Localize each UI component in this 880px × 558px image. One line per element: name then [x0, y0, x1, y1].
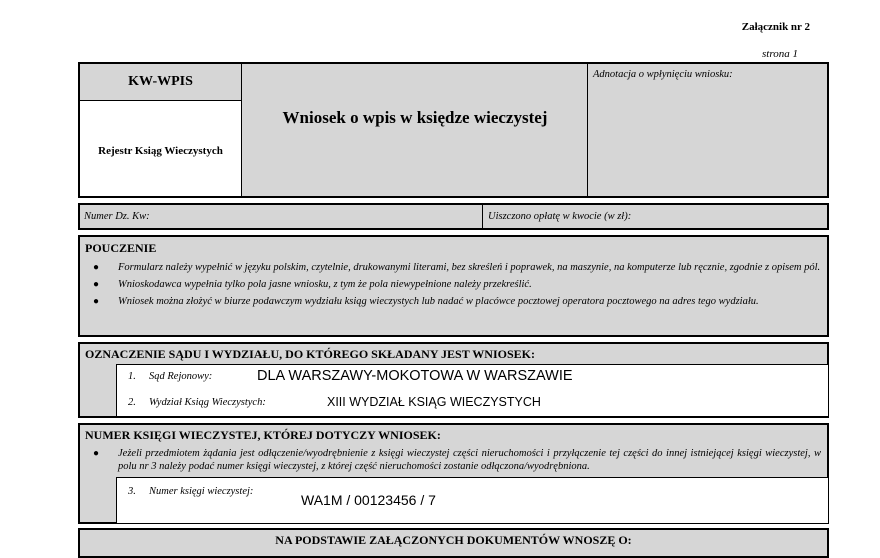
dz-kw-label: Numer Dz. Kw: [84, 211, 150, 222]
header-block [78, 62, 829, 198]
book-row-3 [116, 477, 828, 523]
instruction-list [80, 261, 827, 308]
instruction-heading: POUCZENIE [85, 241, 157, 255]
annotation-label: Adnotacja o wpłynięciu wniosku: [593, 69, 733, 80]
instruction-text: Formularz należy wypełnić w języku polskim, czytelnie, drukowanymi literami, bez skreśleń i poprawek, na maszynie, na komputerze lub ręcznie, zgodnie z opisem pól. [118, 262, 821, 273]
instruction-bullet [80, 261, 827, 274]
court-row-2-label: Wydział Ksiąg Wieczystych: [149, 397, 266, 408]
numbers-row-divider [482, 205, 483, 228]
instruction-bullet [80, 278, 827, 291]
district-court-field[interactable]: DLA WARSZAWY-MOKOTOWA W WARSZAWIE [257, 368, 573, 384]
attachment-label: Załącznik nr 2 [741, 21, 810, 33]
instruction-bullet [80, 295, 827, 308]
fee-label: Uiszczono opłatę w kwocie (w zł): [488, 211, 632, 222]
book-section [78, 423, 829, 524]
registry-label: Rejestr Ksiąg Wieczystych [98, 145, 223, 157]
land-registry-division-field[interactable]: XIII WYDZIAŁ KSIĄG WIECZYSTYCH [327, 395, 541, 409]
request-heading: NA PODSTAWIE ZAŁĄCZONYCH DOKUMENTÓW WNOSZĘ O: [275, 533, 632, 547]
page-number: strona 1 [762, 48, 798, 60]
court-row-1 [116, 364, 828, 392]
request-section [78, 528, 829, 558]
land-register-number-field[interactable]: WA1M / 00123456 / 7 [301, 492, 436, 508]
book-bullet-list [80, 447, 827, 473]
court-row-1-label: Sąd Rejonowy: [149, 371, 213, 382]
court-row-2-num: 2. [128, 397, 136, 408]
instruction-text: Wnioskodawca wypełnia tylko pola jasne wniosku, z tym że pola niewypełnione należy przekreślić. [118, 279, 532, 290]
book-bullet-text: Jeżeli przedmiotem żądania jest odłączenie/wyodrębnienie z księgi wieczystej części nieruchomości i przyłączenie tej części do innej istniejącej księgi wieczystej, w polu nr 3 należy podać numer księgi wieczystej, z której część nieruchomości zostanie odłączona/wyodrębniona. [118, 448, 821, 472]
court-heading: OZNACZENIE SĄDU I WYDZIAŁU, DO KTÓREGO SKŁADANY JEST WNIOSEK: [85, 347, 535, 361]
annotation-cell [587, 64, 588, 196]
form-code: KW-WPIS [128, 74, 193, 89]
instruction-block [78, 235, 829, 337]
bullet-icon: ● [93, 448, 100, 459]
book-row-3-num: 3. [128, 486, 136, 497]
court-row-1-num: 1. [128, 371, 136, 382]
instruction-text: Wniosek można złożyć w biurze podawczym wydziału ksiąg wieczystych lub nadać w placówce pocztowej operatora pocztowego na adres tego wydziału. [118, 296, 759, 307]
book-heading: NUMER KSIĘGI WIECZYSTEJ, KTÓREJ DOTYCZY WNIOSEK: [85, 428, 441, 442]
numbers-row [78, 203, 829, 230]
bullet-icon: ● [93, 262, 100, 273]
bullet-icon: ● [93, 296, 100, 307]
court-section [78, 342, 829, 418]
registry-cell [80, 101, 242, 196]
book-row-3-label: Numer księgi wieczystej: [149, 486, 254, 497]
form-title: Wniosek o wpis w księdze wieczystej [282, 108, 548, 127]
book-bullet [80, 447, 827, 473]
court-row-2 [116, 390, 828, 416]
bullet-icon: ● [93, 279, 100, 290]
code-cell [80, 64, 242, 101]
